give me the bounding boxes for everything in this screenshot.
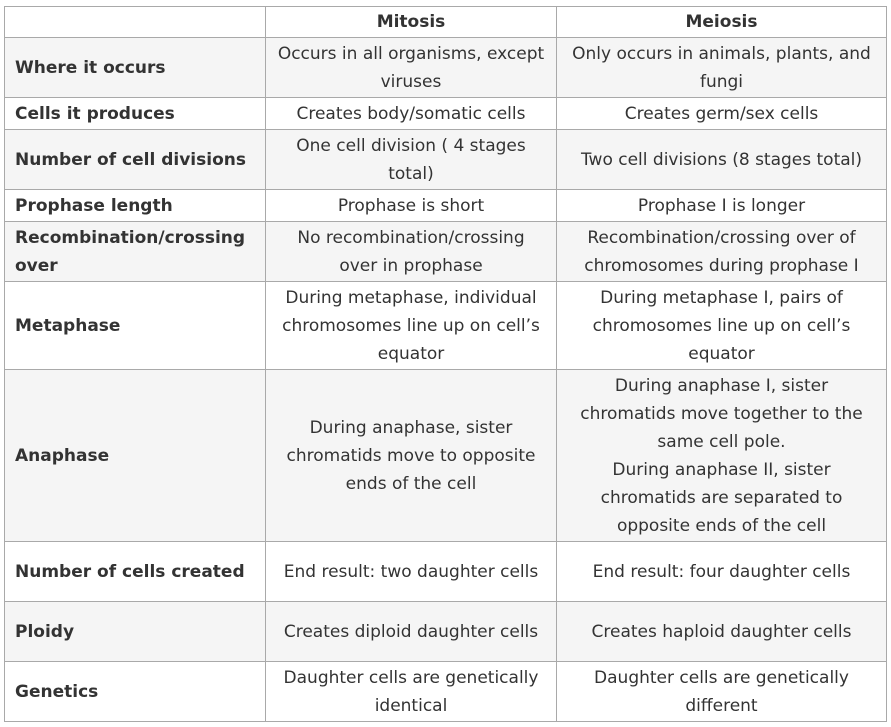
table-row	[5, 602, 887, 662]
row-label: Where it occurs	[5, 38, 266, 98]
meiosis-cell	[557, 370, 887, 542]
row-label: Prophase length	[5, 190, 266, 222]
mitosis-cell: Occurs in all organisms, except viruses	[266, 38, 557, 98]
row-label: Ploidy	[5, 602, 266, 662]
row-label: Number of cell divisions	[5, 130, 266, 190]
mitosis-cell: Creates diploid daughter cells	[266, 602, 557, 662]
table-row	[5, 542, 887, 602]
mitosis-cell: One cell division ( 4 stages total)	[266, 130, 557, 190]
mitosis-cell: End result: two daughter cells	[266, 542, 557, 602]
table-row	[5, 222, 887, 282]
meiosis-cell: Two cell divisions (8 stages total)	[557, 130, 887, 190]
meiosis-anaphase-part2: During anaphase II, sister chromatids are separated to opposite ends of the cell	[600, 459, 843, 536]
mitosis-cell: During anaphase, sister chromatids move to opposite ends of the cell	[266, 370, 557, 542]
meiosis-cell: During metaphase I, pairs of chromosomes line up on cell’s equator	[557, 282, 887, 370]
header-meiosis: Meiosis	[557, 7, 887, 38]
mitosis-cell: Daughter cells are genetically identical	[266, 662, 557, 722]
mitosis-cell: During metaphase, individual chromosomes line up on cell’s equator	[266, 282, 557, 370]
row-label: Cells it produces	[5, 98, 266, 130]
row-label: Anaphase	[5, 370, 266, 542]
meiosis-anaphase-part1: During anaphase I, sister chromatids move together to the same cell pole.	[580, 375, 863, 452]
row-label: Metaphase	[5, 282, 266, 370]
meiosis-cell: Prophase I is longer	[557, 190, 887, 222]
meiosis-cell: Only occurs in animals, plants, and fungi	[557, 38, 887, 98]
mitosis-cell: No recombination/crossing over in prophase	[266, 222, 557, 282]
table-row	[5, 190, 887, 222]
mitosis-cell: Prophase is short	[266, 190, 557, 222]
header-mitosis: Mitosis	[266, 7, 557, 38]
table-row	[5, 282, 887, 370]
comparison-table	[4, 6, 887, 722]
table-row	[5, 370, 887, 542]
meiosis-cell: Daughter cells are genetically different	[557, 662, 887, 722]
mitosis-cell: Creates body/somatic cells	[266, 98, 557, 130]
header-row	[5, 7, 887, 38]
table-row	[5, 38, 887, 98]
table-row	[5, 98, 887, 130]
meiosis-cell: End result: four daughter cells	[557, 542, 887, 602]
meiosis-cell: Creates germ/sex cells	[557, 98, 887, 130]
row-label: Recombination/crossing over	[5, 222, 266, 282]
table-row	[5, 130, 887, 190]
meiosis-cell: Recombination/crossing over of chromosomes during prophase I	[557, 222, 887, 282]
table-row	[5, 662, 887, 722]
header-blank-cell	[5, 7, 266, 38]
row-label: Genetics	[5, 662, 266, 722]
row-label: Number of cells created	[5, 542, 266, 602]
meiosis-cell: Creates haploid daughter cells	[557, 602, 887, 662]
